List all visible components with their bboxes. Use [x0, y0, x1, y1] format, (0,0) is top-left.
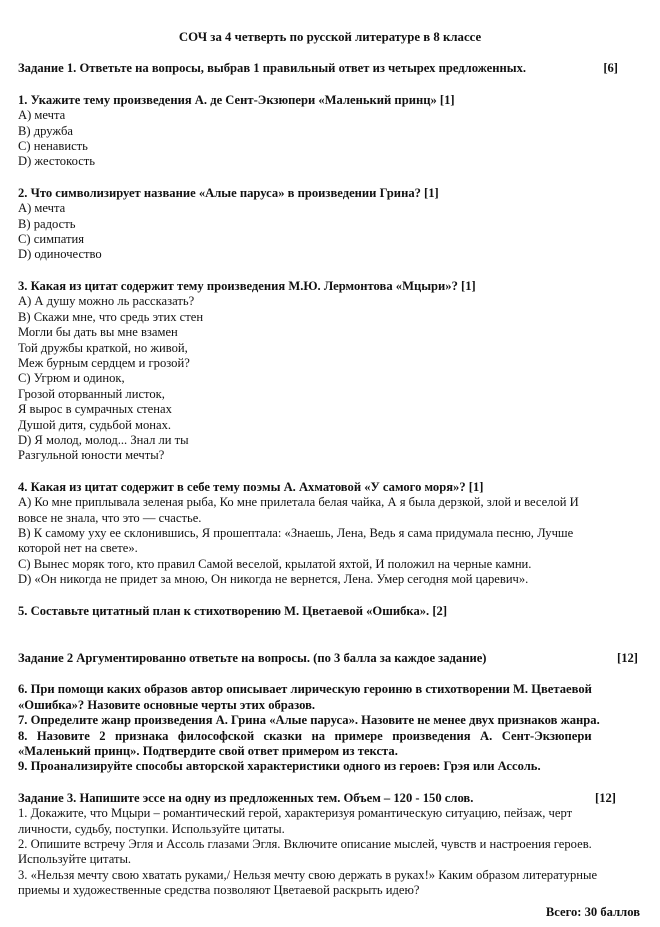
task3-line: личности, судьбу, поступки. Используйте цитаты. — [18, 821, 285, 836]
task3-heading — [18, 791, 642, 806]
task3-heading-text: Задание 3. Напишите эссе на одну из предложенных тем. Объем – 120 - 150 слов. — [18, 790, 474, 805]
task3-line: приемы и художественные средства позволяют Цветаевой раскрыть идею? — [18, 883, 420, 898]
question-1 — [18, 93, 642, 170]
task2-line: 9. Проанализируйте способы авторской характеристики одного из героев: Грэя или Ассоль. — [18, 759, 541, 774]
question-3-option: A) А душу можно ль рассказать? — [18, 294, 195, 309]
question-3-option: Душой дитя, судьбой монах. — [18, 417, 172, 432]
task1-heading-text: Задание 1. Ответьте на вопросы, выбрав 1 правильный ответ из четырех предложенных. — [18, 61, 527, 76]
question-3-option: C) Угрюм и одинок, — [18, 371, 125, 386]
question-2 — [18, 186, 642, 263]
task2-line: «Маленький принц». Подтвердите свой ответ примером из текста. — [18, 744, 398, 759]
question-3-option: Той дружбы краткой, но живой, — [18, 340, 188, 355]
task2-line: 7. Определите жанр произведения А. Грина «Алые паруса». Назовите не менее двух признаков жанра. — [18, 713, 600, 728]
question-4-option: B) К самому уху ее склонившись, Я прошептала: «Знаешь, Лена, Ведь я сама придумала песню, Лучше — [18, 525, 574, 540]
task2-questions — [18, 682, 642, 774]
question-2-option: A) мечта — [18, 201, 66, 216]
task3-line: 1. Докажите, что Мцыри – романтический герой, характеризуя романтическую ситуацию, пейзаж, черт — [18, 806, 573, 821]
task3-line: Используйте цитаты. — [18, 852, 132, 867]
question-4-option: C) Вынес моряк того, кто правил Самой веселой, крылатой яхтой, И положил на черные камни. — [18, 556, 532, 571]
question-3-text: 3. Какая из цитат содержит тему произведения М.Ю. Лермонтова «Мцыри»? [1] — [18, 278, 476, 293]
task2-line: 6. При помощи каких образов автор описывает лирическую героиню в стихотворении М. Цветаевой — [18, 682, 592, 697]
question-3-option: Меж бурным сердцем и грозой? — [18, 355, 190, 370]
question-2-option: C) симпатия — [18, 232, 85, 247]
question-4-option: A) Ко мне приплывала зеленая рыба, Ко мне прилетала белая чайка, А я была дерзкой, злой и веселой И — [18, 495, 579, 510]
task1-heading — [18, 61, 642, 76]
question-3 — [18, 279, 642, 464]
question-4 — [18, 480, 642, 588]
question-3-option: Могли бы дать вы мне взамен — [18, 325, 178, 340]
question-4-option: вовсе не знала, что это — счастье. — [18, 510, 202, 525]
task1-points: [6] — [603, 61, 618, 76]
spacer — [18, 619, 642, 651]
question-4-option: D) «Он никогда не придет за мною, Он никогда не вернется, Лена. Умер сегодня мой царевич». — [18, 572, 529, 587]
question-4-option: которой нет на свете». — [18, 541, 138, 556]
question-2-option: B) радость — [18, 216, 76, 231]
question-3-option: Разгульной юности мечты? — [18, 448, 165, 463]
question-1-option: A) мечта — [18, 108, 66, 123]
page-title: СОЧ за 4 четверть по русской литературе в 8 классе — [178, 30, 482, 44]
question-3-option: B) Скажи мне, что средь этих стен — [18, 309, 204, 324]
question-2-text: 2. Что символизирует название «Алые паруса» в произведении Грина? [1] — [18, 185, 439, 200]
task3-points: [12] — [595, 790, 616, 805]
question-1-option: C) ненависть — [18, 139, 88, 154]
task2-line: 8. Назовите 2 признака философской сказки на примере произведения А. Сент-Экзюпери — [18, 728, 592, 743]
question-2-option: D) одиночество — [18, 247, 102, 262]
question-5-text: 5. Составьте цитатный план к стихотворению М. Цветаевой «Ошибка». [2] — [18, 603, 448, 618]
question-1-text: 1. Укажите тему произведения А. де Сент-Экзюпери «Маленький принц» [1] — [18, 92, 455, 107]
question-3-option: Я вырос в сумрачных стенах — [18, 402, 172, 417]
question-1-option: D) жестокость — [18, 154, 96, 169]
question-3-option: Грозой оторванный листок, — [18, 386, 165, 401]
question-1-option: B) дружба — [18, 123, 73, 138]
task3-line: 3. «Нельзя мечту свою хватать руками,/ Нельзя мечту свою держать в руках!» Каким образом литературные — [18, 867, 598, 882]
task2-heading-text: Задание 2 Аргументированно ответьте на вопросы. (по 3 балла за каждое задание) — [18, 651, 487, 665]
task2-heading — [18, 651, 642, 666]
total-score: Всего: 30 баллов — [545, 904, 640, 919]
task3-line: 2. Опишите встречу Эгля и Ассоль глазами Эгля. Включите описание мыслей, чувств и настроения героев. — [18, 837, 592, 852]
task3-topics — [18, 806, 642, 898]
task2-line: «Ошибка»? Назовите основные черты этих образов. — [18, 697, 316, 712]
question-3-option: D) Я молод, молод... Знал ли ты — [18, 432, 189, 447]
task2-points: [12] — [617, 651, 638, 665]
question-4-text: 4. Какая из цитат содержит в себе тему поэмы А. Ахматовой «У самого моря»? [1] — [18, 479, 484, 494]
